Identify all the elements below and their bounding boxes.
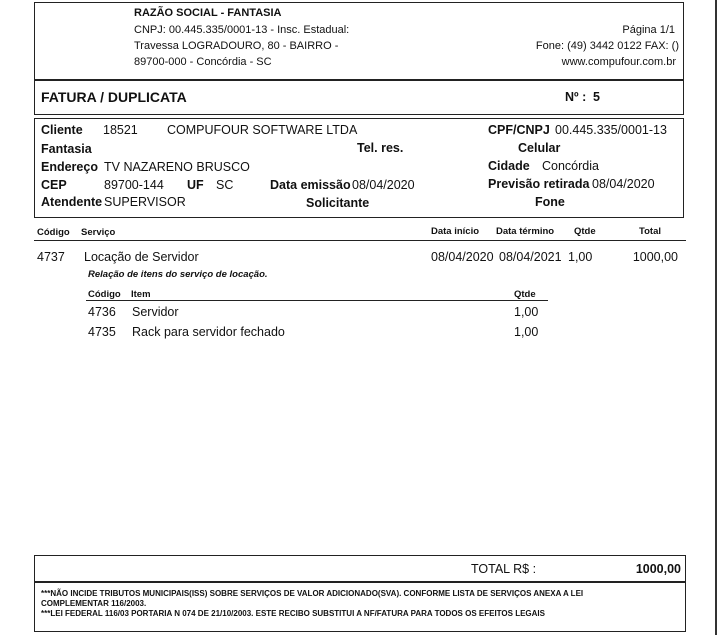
uf-label: UF	[187, 178, 204, 192]
cidade-label: Cidade	[488, 159, 530, 173]
company-address-line1: Travessa LOGRADOURO, 80 - BAIRRO -	[134, 40, 339, 52]
company-cnpj: CNPJ: 00.445.335/0001-13 - Insc. Estadual:	[134, 24, 350, 36]
footer-note-1b: COMPLEMENTAR 116/2003.	[41, 599, 147, 608]
company-phone: Fone: (49) 3442 0122 FAX: ()	[535, 40, 679, 52]
cep-value: 89700-144	[104, 178, 164, 192]
total-label: TOTAL R$ :	[471, 562, 537, 576]
company-website: www.compufour.com.br	[561, 56, 676, 68]
solicitante-label: Solicitante	[306, 196, 370, 210]
cep-label: CEP	[41, 178, 67, 192]
invoice-number-label: Nº :	[565, 90, 587, 104]
footer-note-1: ***NÃO INCIDE TRIBUTOS MUNICIPAIS(ISS) SOBRE SERVIÇOS DE VALOR ADICIONADO(SVA). CONFORME LISTA DE SERVIÇOS ANEXA A LEI	[41, 589, 584, 598]
telres-label: Tel. res.	[357, 141, 404, 155]
items-header-divider	[86, 300, 548, 301]
service-code: 4737	[37, 250, 65, 264]
previsao-value: 08/04/2020	[592, 177, 655, 191]
items-header-codigo: Código	[88, 289, 121, 300]
invoice-title: FATURA / DUPLICATA	[41, 89, 187, 105]
col-header-qtde: Qtde	[574, 226, 596, 237]
service-qtde: 1,00	[568, 250, 593, 264]
item-code: 4736	[88, 305, 116, 319]
cliente-code: 18521	[103, 123, 138, 137]
item-code: 4735	[88, 325, 116, 339]
col-header-data-termino: Data término	[496, 226, 555, 237]
cpf-value: 00.445.335/0001-13	[555, 123, 667, 137]
cliente-label: Cliente	[41, 123, 83, 137]
company-address-line2: 89700-000 - Concórdia - SC	[134, 56, 272, 68]
service-note: Relação de itens do serviço de locação.	[88, 269, 268, 280]
emissao-label: Data emissão	[270, 178, 351, 192]
items-header-qtde: Qtde	[514, 289, 536, 300]
service-total: 1000,00	[632, 250, 678, 264]
celular-label: Celular	[518, 141, 561, 155]
items-header-item: Item	[131, 289, 151, 300]
item-qtde: 1,00	[514, 325, 539, 339]
service-data-inicio: 08/04/2020	[431, 250, 494, 264]
emissao-value: 08/04/2020	[352, 178, 415, 192]
previsao-label: Previsão retirada	[488, 177, 590, 191]
atendente-value: SUPERVISOR	[104, 195, 186, 209]
endereco-value: TV NAZARENO BRUSCO	[104, 160, 250, 174]
invoice-number: 5	[593, 90, 600, 104]
footer-note-2: ***LEI FEDERAL 116/03 PORTARIA N 074 DE 21/10/2003. ESTE RECIBO SUBSTITUI A NF/FATURA PARA TODOS OS EFEITOS LEGAIS	[41, 609, 545, 618]
col-header-total: Total	[639, 226, 661, 237]
cliente-name: COMPUFOUR SOFTWARE LTDA	[167, 123, 358, 137]
table-header-divider	[34, 240, 686, 241]
item-qtde: 1,00	[514, 305, 539, 319]
total-value: 1000,00	[635, 562, 681, 576]
atendente-label: Atendente	[41, 195, 103, 209]
col-header-data-inicio: Data início	[431, 226, 480, 237]
uf-value: SC	[216, 178, 234, 192]
endereco-label: Endereço	[41, 160, 98, 174]
fantasia-label: Fantasia	[41, 142, 92, 156]
col-header-servico: Serviço	[81, 227, 116, 238]
item-name: Rack para servidor fechado	[132, 325, 285, 339]
company-name: RAZÃO SOCIAL - FANTASIA	[134, 7, 282, 19]
item-name: Servidor	[132, 305, 179, 319]
total-box	[34, 555, 686, 582]
page-indicator: Página 1/1	[622, 24, 675, 36]
cidade-value: Concórdia	[542, 159, 599, 173]
fone-label: Fone	[535, 195, 565, 209]
service-name: Locação de Servidor	[84, 250, 199, 264]
cpf-label: CPF/CNPJ	[488, 123, 550, 137]
col-header-codigo: Código	[37, 227, 70, 238]
service-data-termino: 08/04/2021	[499, 250, 562, 264]
